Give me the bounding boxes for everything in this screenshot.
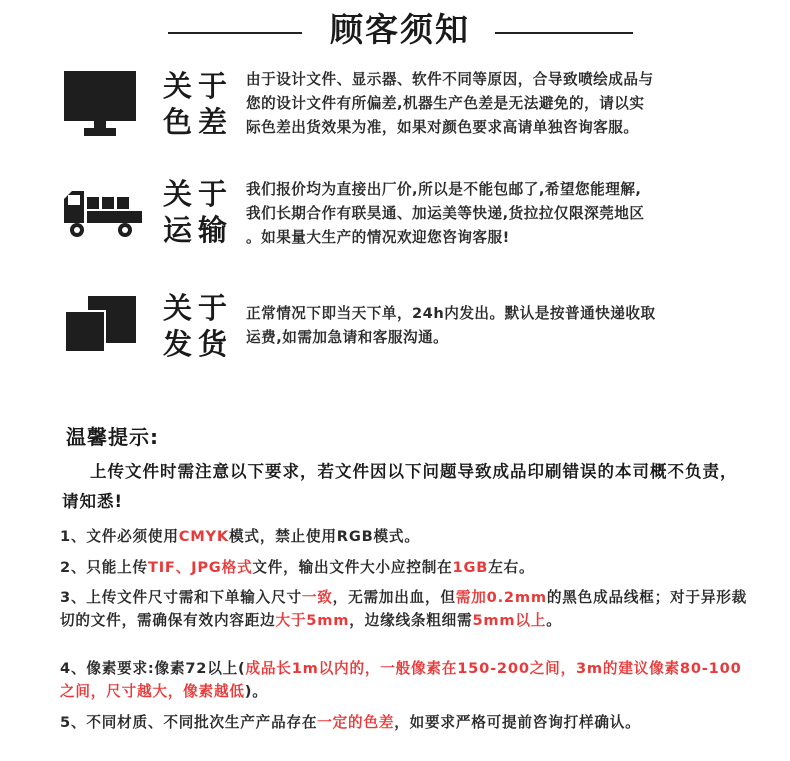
- section-title: [163, 290, 243, 362]
- section-title-line1: 关于: [163, 69, 234, 103]
- body-line: 我们报价均为直接出厂价,所以是不能包邮了,希望您能理解,: [246, 181, 642, 198]
- rule-text: )。: [244, 683, 268, 700]
- rule-item: [60, 657, 750, 703]
- section-title: [163, 176, 243, 248]
- header-rule-right: [495, 32, 633, 34]
- truck-icon: [62, 189, 144, 239]
- body-line: 运费,如需加急请和客服沟通。: [246, 329, 449, 346]
- rule-text: 1、文件必须使用: [60, 528, 179, 545]
- section-title-line2: 发货: [163, 327, 234, 361]
- rule-text: ，如要求严格可提前咨询打样确认。: [394, 714, 641, 731]
- tips-intro: 上传文件时需注意以下要求，若文件因以下问题导致成品印刷错误的本司概不负责，请知悉!: [62, 462, 738, 511]
- section-title: [163, 68, 243, 140]
- section-title-line1: 关于: [163, 177, 234, 211]
- rule-text: 3、上传文件尺寸需和下单输入尺寸: [60, 589, 302, 606]
- stacked-squares-icon: [64, 296, 136, 354]
- body-line: 您的设计文件有所偏差,机器生产色差是无法避免的，请以实: [246, 95, 645, 112]
- body-line: 我们长期合作有联昊通、加运美等快递,货拉拉仅限深莞地区: [246, 205, 645, 222]
- rule-highlight: 一致: [301, 589, 333, 606]
- rule-highlight: 大于5mm: [275, 612, 350, 629]
- rule-text: 2、只能上传: [60, 559, 148, 576]
- rule-text: ，边缘线条粗细需: [349, 612, 473, 629]
- rule-item: [60, 586, 750, 632]
- body-line: 正常情况下即当天下单，24h内发出。默认是按普通快递收取: [246, 305, 656, 322]
- monitor-icon: [64, 71, 136, 137]
- section-title-line2: 色差: [163, 105, 234, 139]
- rule-highlight: 成品长1m以内的，一般像素在150-200之间，3m的建议像素80-100之间，尺寸越大，像素越低: [60, 660, 742, 700]
- section-body: [246, 178, 766, 250]
- section-title-line1: 关于: [163, 291, 234, 325]
- rule-highlight: TIF、JPG格式: [147, 559, 253, 576]
- rule-highlight: 需加0.2mm: [455, 589, 547, 606]
- rule-highlight: 1GB: [452, 559, 489, 576]
- body-line: 际色差出货效果为准，如果对颜色要求高请单独咨询客服。: [246, 119, 639, 136]
- section-body: [246, 68, 766, 140]
- rule-text: 4、像素要求:像素72以上(: [60, 660, 246, 677]
- tips-heading: 温馨提示:: [66, 425, 159, 449]
- rule-text: 文件，输出文件大小应控制在: [252, 559, 453, 576]
- rule-highlight: 5mm以上: [472, 612, 547, 629]
- rule-highlight: 一定的色差: [317, 714, 395, 731]
- body-line: 由于设计文件、显示器、软件不同等原因，合导致喷绘成品与: [246, 71, 654, 88]
- header-rule-left: [168, 32, 302, 34]
- rule-item: [60, 556, 750, 579]
- rule-text: 。: [546, 612, 562, 629]
- rule-text: 模式，禁止使用RGB模式。: [229, 528, 420, 545]
- section-title-line2: 运输: [163, 213, 234, 247]
- header: [0, 0, 790, 62]
- section-body: [246, 302, 766, 350]
- rule-highlight: CMYK: [178, 528, 230, 545]
- page-title: 顾客须知: [330, 10, 470, 49]
- rule-text: 5、不同材质、不同批次生产产品存在: [60, 714, 318, 731]
- rule-text: 左右。: [488, 559, 535, 576]
- rule-text: 的黑色成品线框；对于异形裁切的文件，需确保有效内容距边: [60, 589, 748, 629]
- rule-text: ，无需加出血，但: [332, 589, 456, 606]
- rule-item: [60, 525, 750, 548]
- rule-item: [60, 711, 750, 734]
- body-line: 。如果量大生产的情况欢迎您咨询客服!: [246, 229, 510, 246]
